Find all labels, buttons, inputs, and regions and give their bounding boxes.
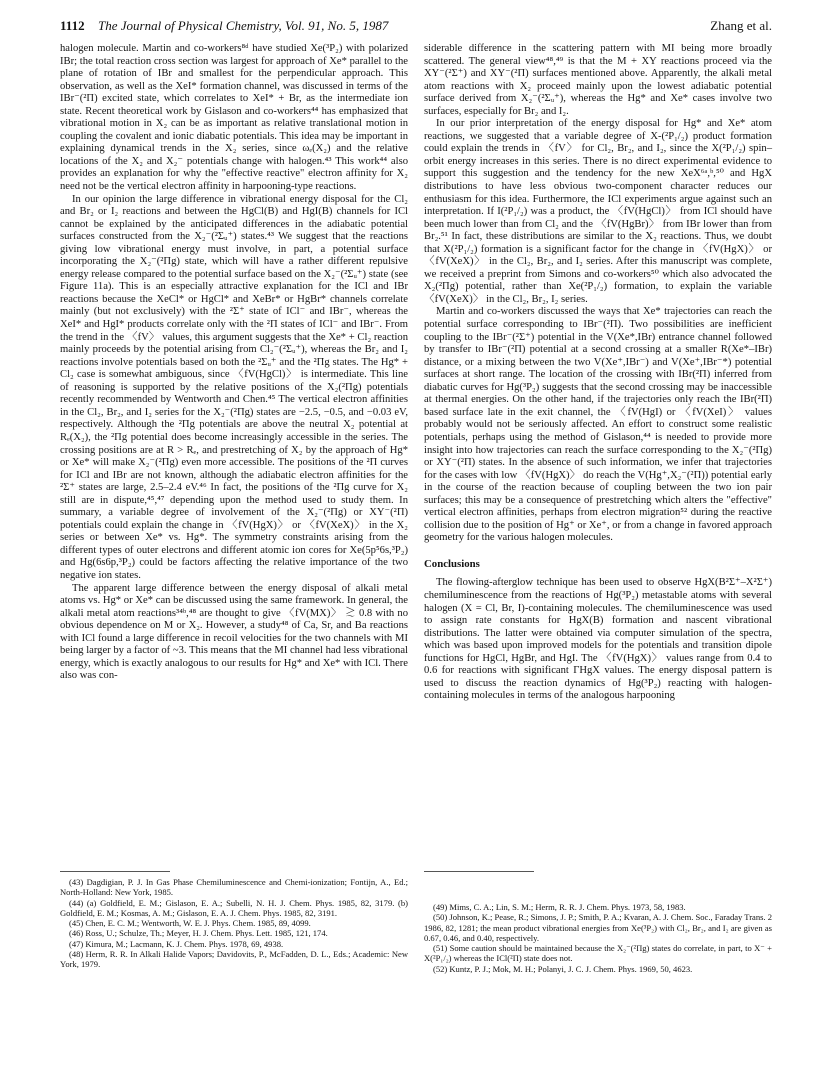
footnote-divider — [60, 871, 170, 872]
page-number: 1112 — [60, 18, 85, 33]
footnote: (43) Dagdigian, P. J. In Gas Phase Chemiluminescence and Chemi-ionization; Fontijn, A., Ed.; North-Holland: New York, 1985. — [60, 877, 408, 898]
body-paragraph: The apparent large difference between the energy disposal of alkali metal atoms vs. Hg* or Xe* can be discussed using the same framework. In general, the alkali metal atom reactions³⁴ᵇ,⁴⁸ are thought to give 〈fV(MX)〉 ≳ 0.8 with no obvious dependence on M or X₂. However, a study⁴⁸ of Ca, Sr, and Ba reactions with ICl found a large difference in recoil velocities for the two channels with MI being larger by a factor of ~3. This means that the MI channel had less vibrational energy, which is exactly analogous to our results for Hg* and Xe* with ICl. There also was con- — [60, 582, 408, 682]
footnotes-left — [60, 877, 408, 970]
body-paragraph: In our opinion the large difference in vibrational energy disposal for the Cl₂ and Br₂ or I₂ reactions and between the HgCl(B) and HgI(B) channels for ICl cannot be explained by the anticipated differences in the adiabatic potential surfaces constructed from the X₂⁻(²Σᵤ⁺) states.⁴³ We suggest that the reactions giving low vibrational energy must involve, in part, a potential surface incorporating the X₂⁻(²Πg) state, which will have a rather different repulsive energy release compared to the potential surface based on the X₂⁻(²Σᵤ⁺) state (see Figure 11a). This is an especially attractive explanation for the ICl and IBr reactions because the XeCl* or HgCl* and XeBr* or HgBr* channels correlate mainly (but not exclusively) with the ²Σ⁺ state of ICl⁻ and IBr⁻, whereas the XeI* and HgI* products correlate only with the ²Π states of ICl⁻ and IBr⁻. From the trend in the 〈fV〉 values, this argument suggests that the Xe* + Cl₂ reaction mainly proceeds by the potential arising from Cl₂⁻(²Σᵤ⁺), whereas the Br₂ and I₂ reactions involve potentials based on both the ²Σᵤ⁺ and the ²Πg states. The Hg* + Cl₂ case is somewhat ambiguous, since 〈fV(HgCl)〉 is intermediate. This line of reasoning is supported by the relative positions of the X₂(²Πg) potentials recently recommended by Wentworth and Chen.⁴⁵ The vertical electron affinities in the Cl₂, Br₂, and I₂ series for the X₂⁻(²Πg) states are −2.5, −0.5, and −0.03 eV, respectively. Although the ²Πg potentials are above the neutral X₂ potential at Rₑ(X₂), the ²Πg potential does become increasingly accessible in the series. The crossing positions are at R > Rₑ, and prestretching of X₂ by the approach of Hg* or Xe* will make X₂⁻(²Πg) even more accessible. The positions of the ²Π curves for ICl and IBr are not known, although the adiabatic electron affinities for the ²Σ⁺ states are large, 2.5–2.4 eV.⁴⁶ In fact, the positions of the ²Πg curve for X₂ still are in dispute,⁴⁵,⁴⁷ depending upon the method used to study them. In summary, a variable degree of involvement of the X₂⁻(²Πg) or XY⁻(²Π) potentials could explain the change in 〈fV(HgX)〉 or 〈fV(XeX)〉 in the X₂ series or between Xe* vs. Hg*. The symmetry constraints arising from the different types of outer electrons and different atomic ion cores for Xe(5p⁵6s,³P₂) and Hg(6s6p,³P₂) could be factors affecting the relative importance of the two negative ion states. — [60, 193, 408, 581]
footnote: (52) Kuntz, P. J.; Mok, M. H.; Polanyi, J. C. J. Chem. Phys. 1969, 50, 4623. — [433, 963, 693, 974]
footnote: (51) Some caution should be maintained because the X₂⁻(²Πg) states do correlate, in part, to X⁻ + X(²P₁/₂) whereas the ICl(²Π) state does not. — [424, 943, 772, 964]
footnote: (45) Chen, E. C. M.; Wentworth, W. E. J. Phys. Chem. 1985, 89, 4099. — [69, 918, 311, 929]
body-paragraph: halogen molecule. Martin and co-workers⁸ᵈ have studied Xe(³P₂) with polarized IBr; the total reaction cross section was largest for approach of Xe* parallel to the plane of rotation of IBr and smallest for the perpendicular approach. This observation, as well as the XeI* formation channel, was discussed in terms of the IBr⁻(²Π) excited state, which correlates to XeI* + Br, as the intermediate ion state. Recent theoretical work by Gislason and co-workers⁴⁴ has emphasized that vibrational motion in X₂ can be as important as relative translational motion in coupling the covalent and ionic diabatic potentials. This idea may be important in explaining dynamical trends in the X₂ series, since ωₑ(X₂) and the relative locations of the X₂ and X₂⁻ potentials change with halogen.⁴³ This work⁴⁴ also provides an explanation for why the "effective reactive" electron affinity for X₂ need not be the vertical electron affinity in harpooning-type reactions. — [60, 43, 408, 193]
conclusions-paragraph: The flowing-afterglow technique has been used to observe HgX(B²Σ⁺–X²Σ⁺) chemiluminescence from the reactions of Hg(³P₂) metastable atoms with several halogen (X = Cl, Br, I)-containing molecules. The chemiluminescence was used to assign rate constants for HgX(B) formation and nascent vibrational distributions. The latter were obtained via computer simulation of the spectra, which was based upon improved models for the potentials and transition dipole functions for HgCl, HgBr, and HgI. The 〈fV(HgX)〉 values range from 0.4 to 0.6 for reactions with significant ΓHgX values. The energy disposal pattern is used to discuss the reaction dynamics of Hg(³P₂) reacting with halogen-containing molecules in terms of the analogous harpooning — [424, 577, 772, 702]
footnote: (47) Kimura, M.; Lacmann, K. J. Chem. Phys. 1978, 69, 4938. — [69, 938, 284, 949]
footnote: (49) Mims, C. A.; Lin, S. M.; Herm, R. R. J. Chem. Phys. 1973, 58, 1983. — [433, 902, 686, 912]
left-column — [60, 43, 408, 683]
footnote: (50) Johnson, K.; Pease, R.; Simons, J. P.; Smith, P. A.; Kvaran, A. J. Chem. Soc., Faraday Trans. 2 1986, 82, 1281; the mean product vibrational energies from Xe(³P₂) with Cl₂, Br₂, and I₂ are given as 0.67, 0.46, and 0.40, respectively. — [424, 912, 772, 943]
body-paragraph: In our prior interpretation of the energy disposal for Hg* and Xe* atom reactions, we suggested that a variable degree of X-(²P₁/₂) product formation could explain the trends in 〈fV〉 for Cl₂, Br₂, and I₂, since the X(²P₁/₂) spin–orbit energy increases in this series. There is no direct experimental evidence to support this suggestion and the tendency for the new XeX⁶ᵃ,ᵇ,⁵⁰ and HgX distributions to have less obvious two-component character reduces our enthusiasm for this idea. Furthermore, the ICl experiments argue against such an interpretation. If I(²P₁/₂) was a product, the 〈fV(HgCl)〉 from ICl should have been much lower than from Cl₂ and the 〈fV(HgBr)〉 from IBr lower than from Br₂.⁵¹ In fact, these distributions are similar to the X₂ reactions. Thus, we doubt that X(²P₁/₂) formation is a significant factor for the change in 〈fV(HgX)〉 or 〈fV(XeX)〉 in the Cl₂, Br₂, and I₂ series. After this manuscript was complete, we received a preprint from Simons and co-workers⁵⁰ which also advocated the X₂(²Πg) potential, rather than Xe(²P₁/₂) formation, to explain the variable 〈fV(XeX)〉 in the Cl₂, Br₂, I₂ series. — [424, 118, 772, 305]
footnotes-right — [424, 902, 772, 974]
right-column — [424, 43, 772, 703]
footnote-divider — [424, 871, 534, 872]
footnote: (48) Herm, R. R. In Alkali Halide Vapors; Davidovits, P., McFadden, D. L., Eds.; Academic: New York, 1979. — [60, 949, 408, 970]
footnote: (44) (a) Goldfield, E. M.; Gislason, E. A.; Subelli, N. H. J. Chem. Phys. 1985, 82, 3179. (b) Goldfield, E. M.; Kosmas, A. M.; Gislason, E. A. J. Chem. Phys. 1985, 82, 3191. — [60, 897, 408, 918]
running-authors: Zhang et al. — [710, 18, 772, 33]
page-header — [60, 18, 772, 36]
conclusions-heading: Conclusions — [424, 557, 480, 570]
body-paragraph: Martin and co-workers discussed the ways that Xe* trajectories can reach the potential surface corresponding to IBr⁻(²Π). Two possibilities are inefficient coupling to the IBr⁻(²Σ⁺) potential in the V(Xe*,IBr) entrance channel followed by transfer to IBr⁻(²Π) potential at a second crossing at a smaller R(Xe*–IBr) distance, or a mixing between the two V(Xe⁺,IBr⁻) and V(Xe⁺,IBr⁻*) potential surfaces at short range. The location of the crossing with IBr(²Π) inferred from diabatic curves for Hg(³P₂) suggests that the second crossing may be inaccessible at thermal energies. On the other hand, if the trajectories only reach the IBr(²Π) based surface late in the exit channel, the 〈fV(HgI) or 〈fV(XeI)〉 values probably would not be seriously affected. An effort to construct some realistic potentials, perhaps using the method of Gislason,⁴⁴ is needed to provide more insight into how trajectories can reach the surface corresponding to the X₂⁻(²Πg) or XY⁻(²Π) states. In the absence of such information, we infer that trajectories for the cases with low 〈fV(HgX)〉 do reach the V(Hg⁺,X₂⁻(²Π)) potential early in the course of the reaction because of coupling between the two ion pair surfaces; this may be a consequence of prestretching which alters the "effective" vertical electron affinities, perhaps from electron migration⁵² during the reactive collision due to the position of Hg⁺ or Xe⁺, or from a change in favored approach geometry for the various halogen molecules. — [424, 306, 772, 544]
body-paragraph: siderable difference in the scattering pattern with MI being more broadly scattered. The general view⁴⁸,⁴⁹ is that the M + XY reactions proceed via the XY⁻(²Σ⁺) and XY⁻(²Π) surfaces mentioned above. Apparently, the alkali metal atom reactions with X₂ proceed mainly upon the lowest adiabatic potential surface derived from X₂⁻(²Σᵤ⁺), whereas the Hg* and Xe* cases involve two surfaces, especially for Br₂ and I₂. — [424, 43, 772, 117]
journal-citation: The Journal of Physical Chemistry, Vol. 91, No. 5, 1987 — [98, 18, 389, 33]
footnote: (46) Ross, U.; Schulze, Th.; Meyer, H. J. Chem. Phys. Lett. 1985, 121, 174. — [69, 928, 328, 939]
